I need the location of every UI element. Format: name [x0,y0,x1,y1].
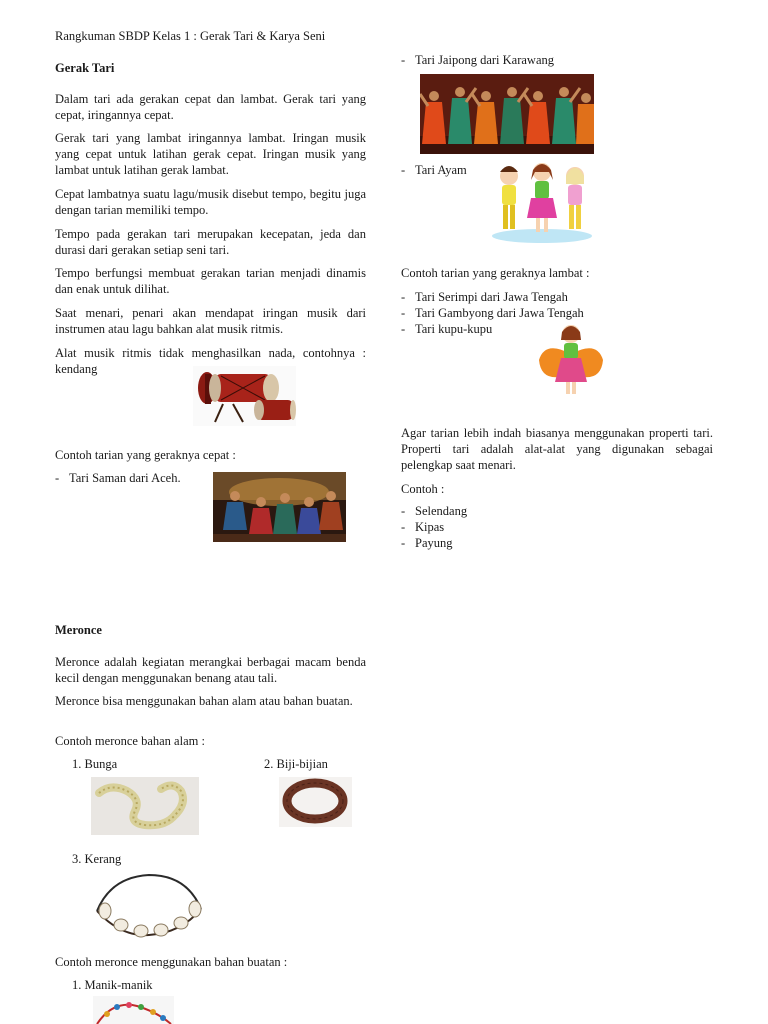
paragraph: Alat musik ritmis tidak menghasilkan nada, contohnya : kendang [55,346,366,376]
properti-paragraph: Agar tarian lebih indah biasanya menggunakan properti tari. Properti tari adalah alat-alat yang digunakan sebagai pelengkap saat menari. [401,426,713,472]
fast-dance-heading: Contoh tarian yang geraknya cepat : [55,448,236,462]
list-item: - Tari Ayam [401,163,467,177]
list-item: 1. Manik-manik [72,978,153,992]
paragraph: Tempo pada gerakan tari merupakan kecepatan, jeda dan durasi dari gerakan setiap seni tari. [55,227,366,257]
tari-jaipong-image [420,74,594,154]
list-item: - Tari Serimpi dari Jawa Tengah [401,290,568,304]
list-item: - Tari kupu-kupu [401,322,493,336]
paragraph: Gerak tari yang lambat iringannya lambat. Iringan musik yang cepat untuk latihan gerak cepat. Iringan musik yang lambat untuk latihan gerak lambat. [55,131,366,177]
paragraph: Meronce bisa menggunakan bahan alam atau bahan buatan. [55,694,353,708]
manik-manik-image [93,996,174,1024]
meronce-heading: Meronce [55,623,102,637]
list-item: 3. Kerang [72,852,122,866]
list-item: - Tari Jaipong dari Karawang [401,53,555,67]
paragraph: Dalam tari ada gerakan cepat dan lambat. Gerak tari yang cepat, iringannya cepat. [55,92,366,122]
list-item: - Tari Gambyong dari Jawa Tengah [401,306,584,320]
kendang-image [193,366,296,426]
artificial-material-heading: Contoh meronce menggunakan bahan buatan : [55,955,288,969]
biji-bijian-image [279,777,352,827]
paragraph: Saat menari, penari akan mendapat iringan musik dari instrumen atau lagu bahkan alat musik ritmis. [55,306,366,336]
list-item: 2. Biji-bijian [264,757,328,771]
bunga-image [91,777,199,835]
document-title: Rangkuman SBDP Kelas 1 : Gerak Tari & Karya Seni [55,29,326,43]
list-item: - Kipas [401,520,445,534]
gerak-tari-heading: Gerak Tari [55,61,115,75]
natural-material-heading: Contoh meronce bahan alam : [55,734,205,748]
list-item: 1. Bunga [72,757,118,771]
paragraph: Meronce adalah kegiatan merangkai berbagai macam benda kecil dengan menggunakan benang atau tali. [55,655,366,685]
list-item: - Selendang [401,504,468,518]
list-item: - Tari Saman dari Aceh. [55,471,181,485]
tari-saman-image [213,472,346,542]
contoh-label: Contoh : [401,482,445,496]
paragraph: Tempo berfungsi membuat gerakan tarian menjadi dinamis dan enak untuk dilihat. [55,266,366,296]
tari-ayam-image [491,158,594,243]
tari-kupu-kupu-image [537,320,605,398]
list-item: - Payung [401,536,453,550]
kerang-image [91,871,207,943]
paragraph: Cepat lambatnya suatu lagu/musik disebut tempo, begitu juga dengan tarian memiliki tempo. [55,187,366,217]
slow-dance-heading: Contoh tarian yang geraknya lambat : [401,266,590,280]
